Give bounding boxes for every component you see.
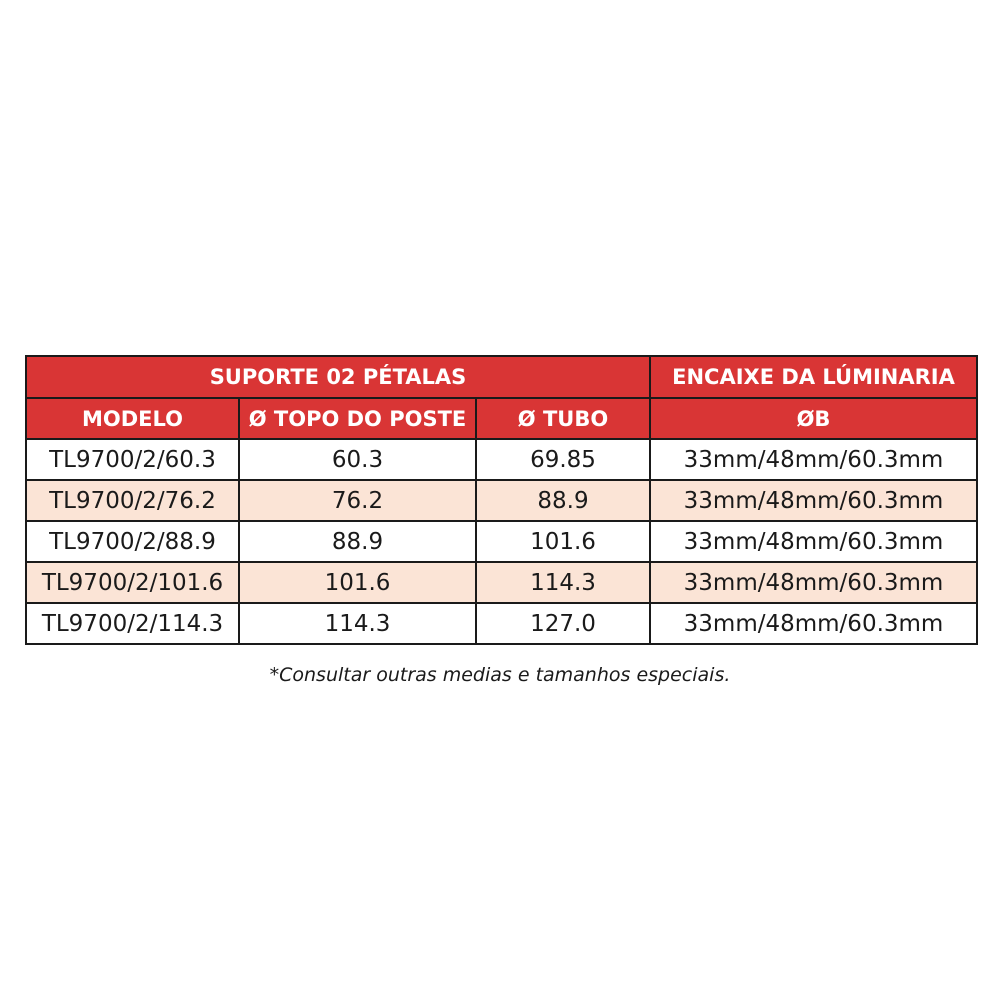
table-row [26,603,977,644]
group-header-encaixe: ENCAIXE DA LÚMINARIA [650,356,977,398]
cell-modelo: TL9700/2/88.9 [26,521,239,562]
cell-modelo: TL9700/2/114.3 [26,603,239,644]
cell-ob: 33mm/48mm/60.3mm [650,521,977,562]
footnote: *Consultar outras medias e tamanhos especiais. [269,664,731,686]
column-header-ob: ØB [650,398,977,439]
table-row [26,562,977,603]
cell-topo-do-poste: 88.9 [239,521,476,562]
cell-tubo: 127.0 [476,603,650,644]
column-header-modelo: MODELO [26,398,239,439]
spec-table [25,355,978,645]
cell-tubo: 101.6 [476,521,650,562]
cell-modelo: TL9700/2/60.3 [26,439,239,480]
column-header-tubo: Ø TUBO [476,398,650,439]
cell-tubo: 69.85 [476,439,650,480]
cell-topo-do-poste: 76.2 [239,480,476,521]
cell-topo-do-poste: 114.3 [239,603,476,644]
cell-modelo: TL9700/2/76.2 [26,480,239,521]
cell-ob: 33mm/48mm/60.3mm [650,603,977,644]
column-header-row [26,398,977,439]
cell-tubo: 88.9 [476,480,650,521]
cell-ob: 33mm/48mm/60.3mm [650,480,977,521]
group-header-suporte: SUPORTE 02 PÉTALAS [26,356,650,398]
cell-modelo: TL9700/2/101.6 [26,562,239,603]
cell-topo-do-poste: 101.6 [239,562,476,603]
group-header-row [26,356,977,398]
table-row [26,521,977,562]
table-row [26,480,977,521]
cell-ob: 33mm/48mm/60.3mm [650,562,977,603]
cell-ob: 33mm/48mm/60.3mm [650,439,977,480]
cell-topo-do-poste: 60.3 [239,439,476,480]
table-row [26,439,977,480]
column-header-topo-do-poste: Ø TOPO DO POSTE [239,398,476,439]
cell-tubo: 114.3 [476,562,650,603]
